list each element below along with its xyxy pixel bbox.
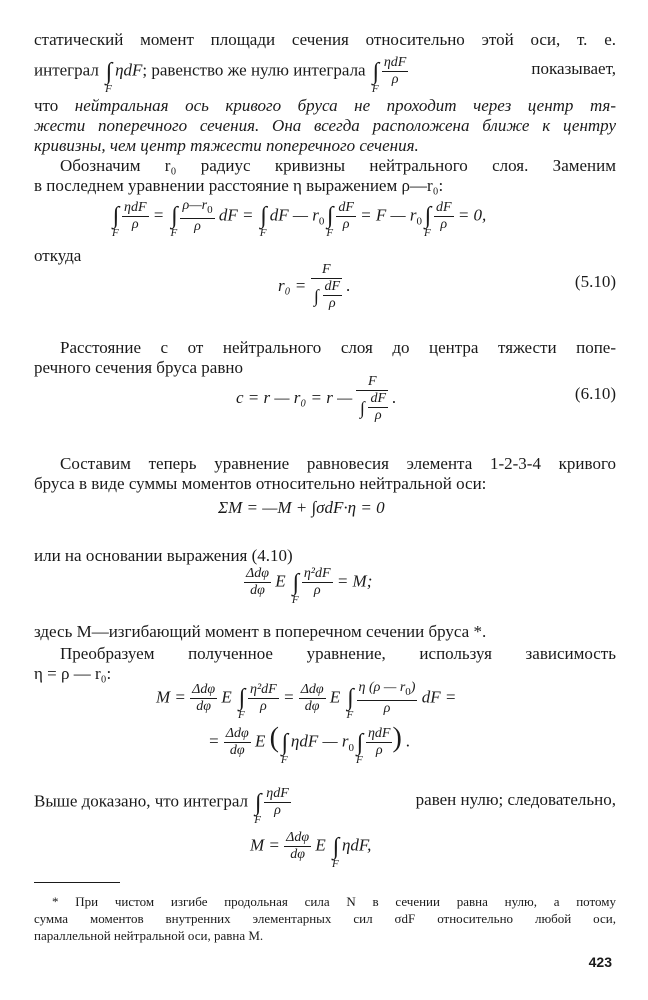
footnote-line-1: * При чистом изгибе продольная сила N в сечении равна нулю, а потому <box>52 894 616 909</box>
text-line-7: в последнем уравнении расстояние η выражением ρ—r₀: <box>34 176 444 195</box>
fraction: $\frac{\text{ηdF}}{\rho}$ <box>383 55 407 87</box>
equation-rhs: dF = <box>421 687 457 707</box>
equation-sum-moments: ΣM = —M + ∫σdF·η = 0 <box>218 498 385 517</box>
text-line-15: Преобразуем полученное уравнение, используя зависимость <box>60 644 616 663</box>
footnote-line-2: сумма моментов внутренних элементарных сил σdF относительно любой оси, <box>34 911 616 926</box>
text-fragment: что <box>34 96 59 115</box>
text-line-11: Составим теперь уравнение равновесия элемента 1-2-3-4 кривого <box>60 454 616 473</box>
text-fragment: показывает, <box>531 59 616 78</box>
text-fragment: интеграл <box>34 60 99 80</box>
equation-rhs: ηdF, <box>342 835 372 855</box>
equation-moment: $\frac{\text{Δdφ}}{d\varphi}$ E ∫ F $\frac{\text{η²dF}}{\rho}$ = M; <box>246 566 373 606</box>
equation-lhs: c = r — r₀ = r — <box>236 387 353 407</box>
text-line-10: речного сечения бруса равно <box>34 358 243 377</box>
text-line-12: бруса в виде суммы моментов относительно нейтральной оси: <box>34 474 487 493</box>
text-fragment: Выше доказано, что интеграл <box>34 791 249 811</box>
text-line-14: здесь M—изгибающий момент в поперечном сечении бруса *. <box>34 622 487 641</box>
page-number: 423 <box>588 954 612 970</box>
fraction: F ∫ $\frac{dF}{\rho}$ <box>311 262 343 312</box>
equation-6-10: c = r — r₀ = r — F ∫ $\frac{dF}{\rho}$ . <box>236 374 397 423</box>
text-line-6: Обозначим r₀ радиус кривизны нейтрального слоя. Заменим <box>60 156 616 175</box>
equation-number: (6.10) <box>574 384 616 403</box>
text-line-4: жести поперечного сечения. Она всегда расположена ближе к центру <box>34 116 616 135</box>
equation-number: (5.10) <box>574 272 616 291</box>
equation-1: ∫ F $\frac{\text{ηdF}}{\rho}$ = ∫ F $\frac{\rho—r_0}{\rho}$ dF = ∫ F dF — $r_0$ ∫ F $\frac{dF}{\rho}$ = F — $r_0$ ∫ F $\frac{dF}{\rho}$ = 0, <box>112 198 487 240</box>
equation-transform-2: = $\frac{\text{Δdφ}}{d\varphi}$ E ( ∫ F ηdF — $r_0$ ∫ F $\frac{\text{ηdF}}{\rho}$ ) . <box>208 722 411 766</box>
text-fragment: равен нулю; следовательно, <box>415 790 616 809</box>
text-line-17: Выше доказано, что интеграл ∫ F $\frac{\text{ηdF}}{\rho}$ равен нулю; следовательно, <box>34 786 616 826</box>
integral-symbol: ∫ F <box>371 58 380 95</box>
text-line-2: интеграл ∫ F ηdF; равенство же нулю интеграла ∫ F $\frac{\text{ηdF}}{\rho}$ показывает, <box>34 55 616 95</box>
text-fragment-italic: нейтральная ось кривого бруса не проходит через центр тя- <box>74 96 616 115</box>
text-fragment: ; равенство же нулю интеграла <box>142 60 366 80</box>
equation-lhs: r₀ = <box>278 275 307 295</box>
equation-5-10: r₀ = F ∫ $\frac{dF}{\rho}$ . <box>278 262 351 311</box>
equation-transform-1: M = $\frac{\text{Δdφ}}{d\varphi}$ E ∫ F $\frac{\text{η²dF}}{\rho}$ = $\frac{\text{Δdφ}}{d\varphi}$ E ∫ F $\frac{\eta (\rho — r_0)}{\rho}$ dF = <box>156 680 457 722</box>
text-line-3 <box>34 96 616 116</box>
equation-rhs: = M; <box>336 571 373 591</box>
text-line-8: откуда <box>34 246 82 265</box>
text-line-1: статический момент площади сечения относительно этой оси, т. е. <box>34 30 616 49</box>
text-line-5: кривизны, чем центр тяжести поперечного сечения. <box>34 136 419 155</box>
equation-final: M = $\frac{\text{Δdφ}}{d\varphi}$ E ∫ F ηdF, <box>250 830 372 870</box>
footnote-divider <box>34 882 120 883</box>
text-line-16: η = ρ — r₀: <box>34 664 112 683</box>
text-line-13: или на основании выражения (4.10) <box>34 546 293 565</box>
text-line-9: Расстояние c от нейтрального слоя до центра тяжести попе- <box>60 338 616 357</box>
footnote-line-3: параллельной нейтральной оси, равна M. <box>34 928 264 943</box>
integral-symbol: ∫ F <box>105 58 113 95</box>
